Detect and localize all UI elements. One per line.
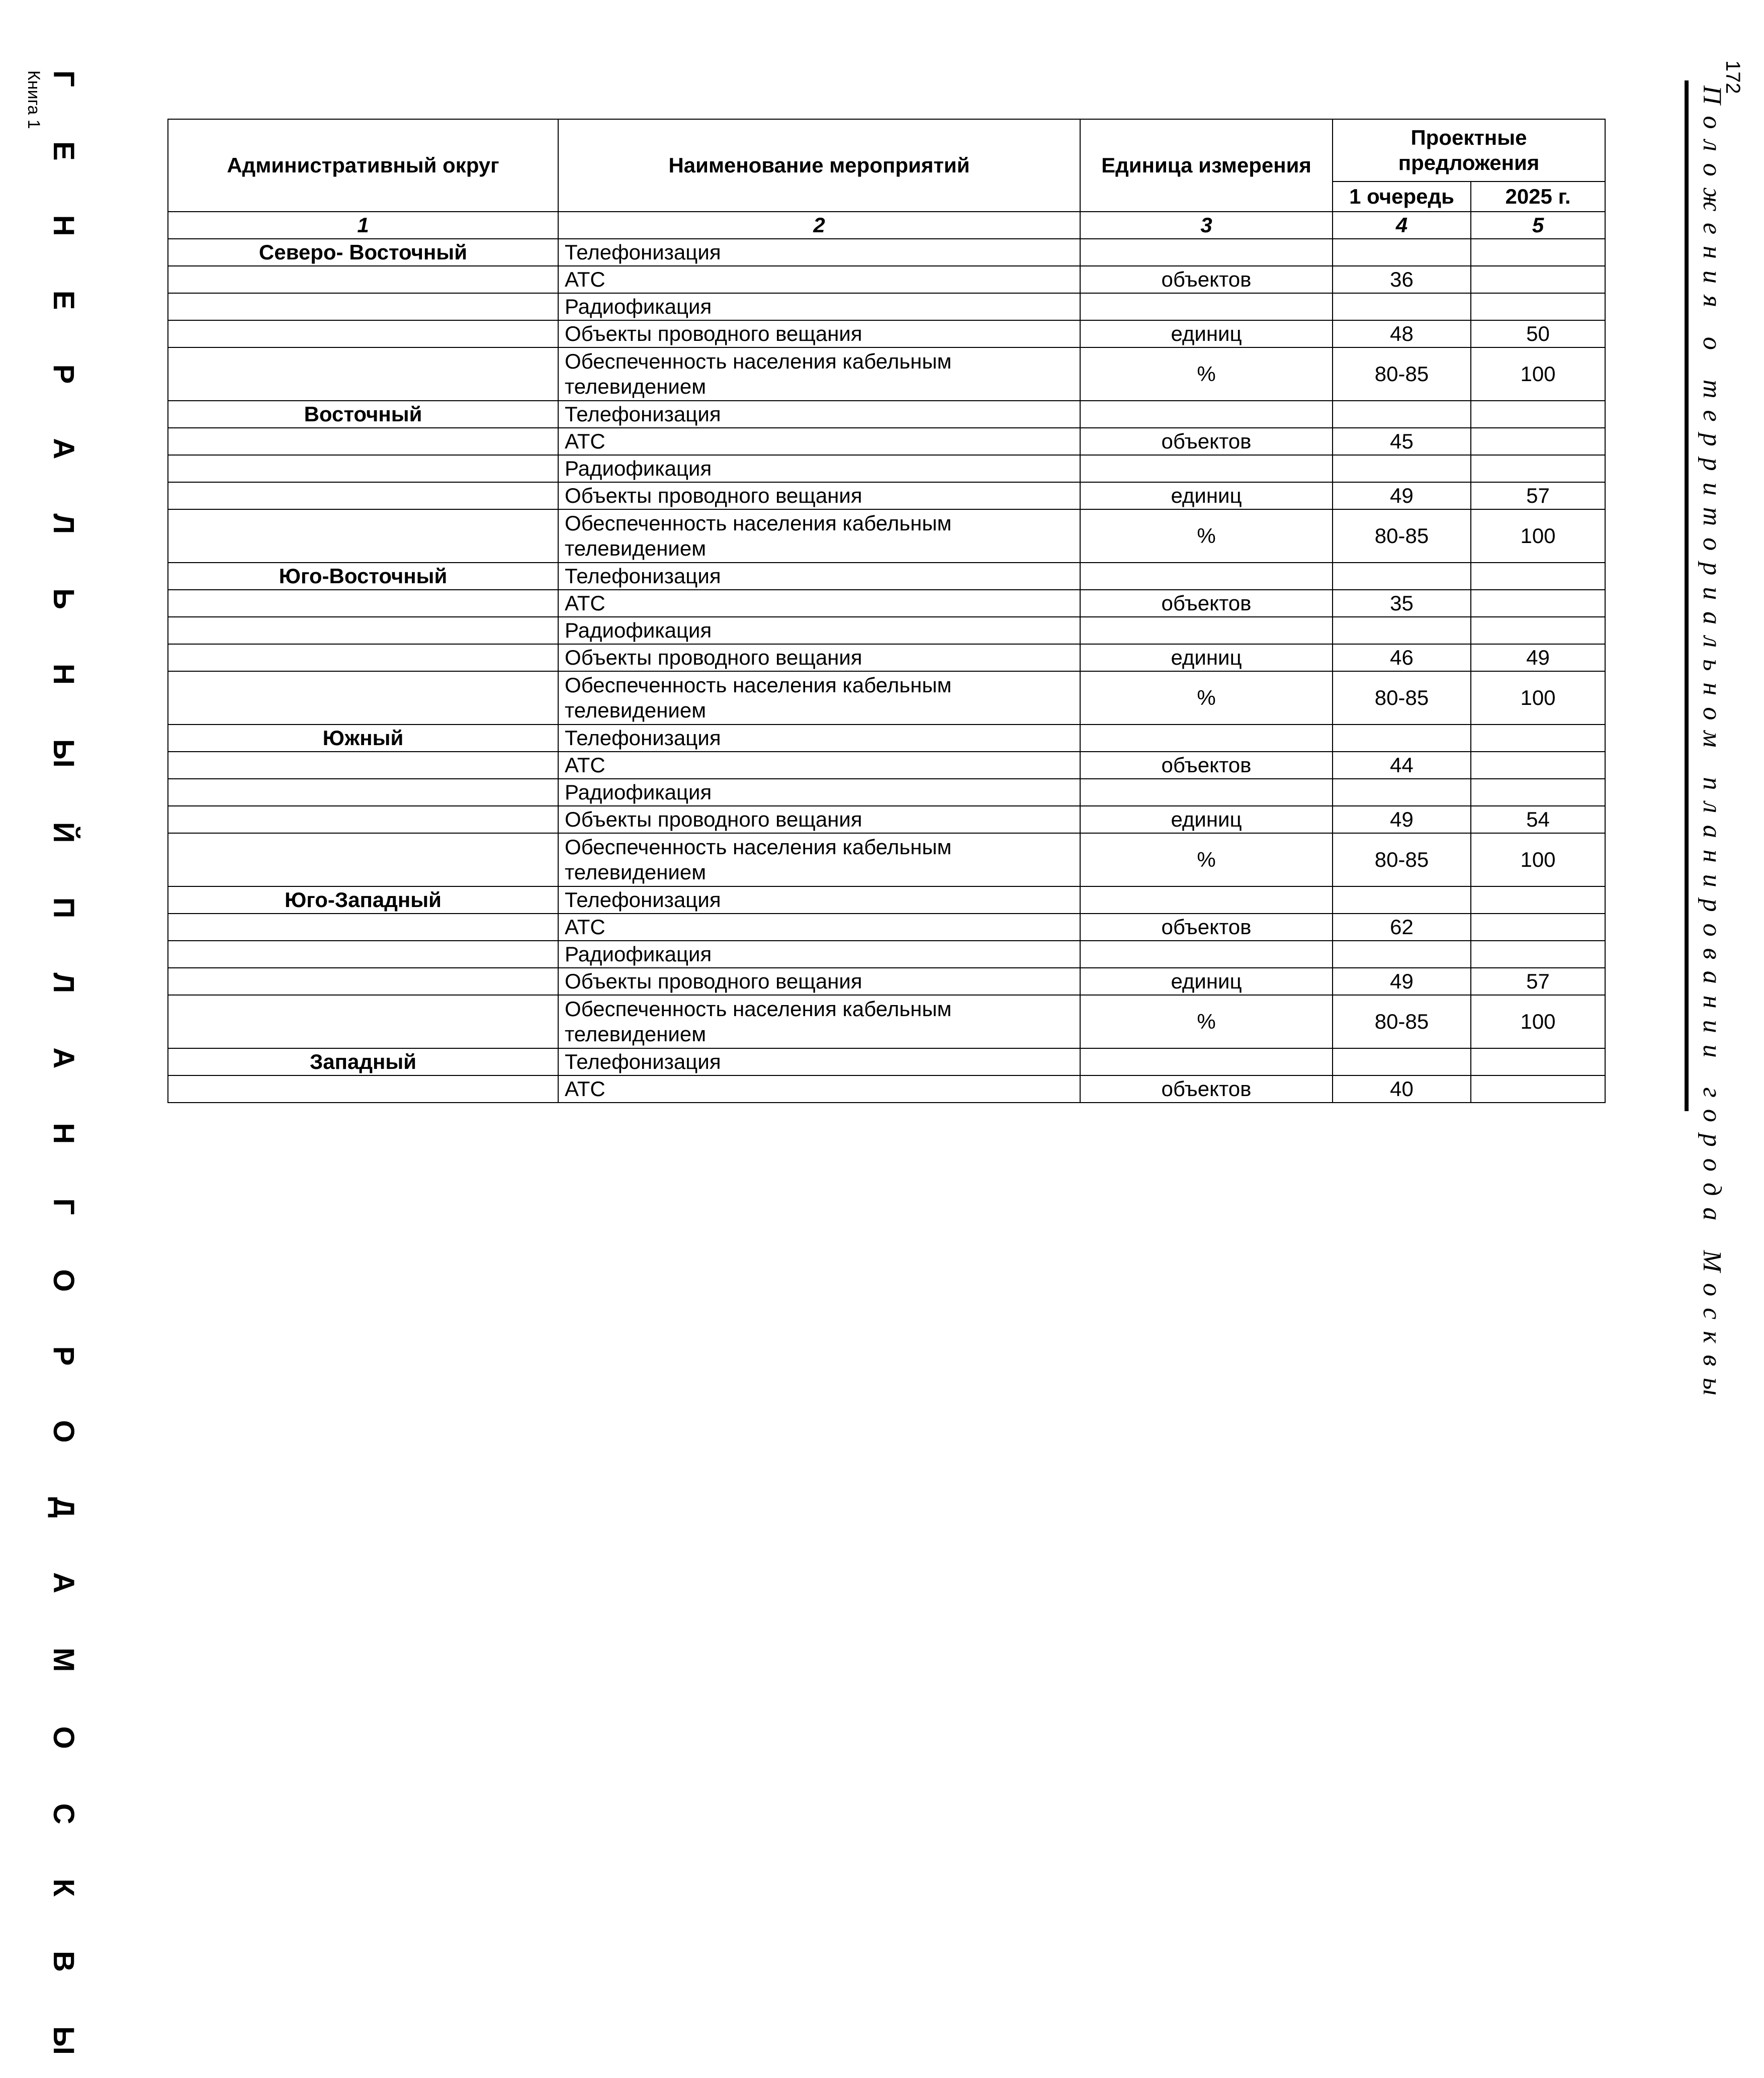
year-2025-cell: 100 (1471, 509, 1605, 563)
first-stage-cell (1333, 563, 1471, 590)
first-stage-cell: 80-85 (1333, 509, 1471, 563)
column-number: 4 (1333, 212, 1471, 239)
unit-cell: % (1080, 833, 1333, 886)
district-cell (168, 590, 558, 617)
unit-cell: единиц (1080, 806, 1333, 833)
activity-name-cell: Объекты проводного вещания (558, 482, 1080, 509)
table-row (168, 914, 1605, 941)
district-cell (168, 1075, 558, 1103)
first-stage-cell: 46 (1333, 644, 1471, 671)
unit-cell (1080, 886, 1333, 914)
year-2025-cell (1471, 617, 1605, 644)
activity-name-cell: АТС (558, 266, 1080, 293)
table-row (168, 941, 1605, 968)
first-stage-cell (1333, 886, 1471, 914)
unit-cell: % (1080, 671, 1333, 725)
district-cell: Юго-Восточный (168, 563, 558, 590)
left-margin (20, 70, 85, 2078)
section-name-cell: Телефонизация (558, 725, 1080, 752)
header-activity: Наименование мероприятий (558, 119, 1080, 212)
year-2025-cell (1471, 590, 1605, 617)
first-stage-cell (1333, 617, 1471, 644)
year-2025-cell (1471, 428, 1605, 455)
first-stage-cell: 45 (1333, 428, 1471, 455)
activity-name-cell: Обеспеченность населения кабельным телевидением (558, 347, 1080, 401)
unit-cell: % (1080, 995, 1333, 1048)
unit-cell (1080, 779, 1333, 806)
table-row (168, 644, 1605, 671)
table-row (168, 293, 1605, 320)
table-row (168, 725, 1605, 752)
year-2025-cell (1471, 455, 1605, 482)
table-row (168, 752, 1605, 779)
first-stage-cell: 62 (1333, 914, 1471, 941)
unit-cell (1080, 239, 1333, 266)
year-2025-cell (1471, 239, 1605, 266)
table-row (168, 563, 1605, 590)
year-2025-cell (1471, 914, 1605, 941)
district-cell (168, 968, 558, 995)
unit-cell: объектов (1080, 914, 1333, 941)
district-cell (168, 347, 558, 401)
unit-cell: объектов (1080, 266, 1333, 293)
district-cell (168, 266, 558, 293)
first-stage-cell (1333, 941, 1471, 968)
first-stage-cell: 49 (1333, 968, 1471, 995)
activity-name-cell: Объекты проводного вещания (558, 644, 1080, 671)
district-cell: Северо- Восточный (168, 239, 558, 266)
district-cell: Южный (168, 725, 558, 752)
right-margin (1680, 50, 1750, 1407)
year-2025-cell: 49 (1471, 644, 1605, 671)
first-stage-cell (1333, 779, 1471, 806)
first-stage-cell: 48 (1333, 320, 1471, 347)
district-cell (168, 617, 558, 644)
table-row (168, 590, 1605, 617)
first-stage-cell: 80-85 (1333, 671, 1471, 725)
column-number: 2 (558, 212, 1080, 239)
unit-cell: объектов (1080, 1075, 1333, 1103)
table-row (168, 833, 1605, 886)
table-row (168, 806, 1605, 833)
unit-cell (1080, 401, 1333, 428)
activity-name-cell: АТС (558, 914, 1080, 941)
year-2025-cell: 50 (1471, 320, 1605, 347)
district-cell (168, 779, 558, 806)
year-2025-cell (1471, 401, 1605, 428)
header-proposals: Проектные предложения (1333, 119, 1605, 182)
section-name-cell: Радиофикация (558, 293, 1080, 320)
activity-name-cell: Обеспеченность населения кабельным телевидением (558, 995, 1080, 1048)
column-number: 5 (1471, 212, 1605, 239)
district-cell (168, 320, 558, 347)
first-stage-cell: 44 (1333, 752, 1471, 779)
table-row (168, 671, 1605, 725)
district-cell (168, 995, 558, 1048)
table-row (168, 995, 1605, 1048)
activity-name-cell: АТС (558, 590, 1080, 617)
district-cell (168, 428, 558, 455)
unit-cell: % (1080, 347, 1333, 401)
table-row (168, 320, 1605, 347)
year-2025-cell (1471, 941, 1605, 968)
activity-name-cell: АТС (558, 1075, 1080, 1103)
activity-name-cell: Объекты проводного вещания (558, 968, 1080, 995)
first-stage-cell: 40 (1333, 1075, 1471, 1103)
table-row (168, 266, 1605, 293)
table-row (168, 239, 1605, 266)
year-2025-cell (1471, 752, 1605, 779)
first-stage-cell: 49 (1333, 806, 1471, 833)
table-row (168, 617, 1605, 644)
unit-cell (1080, 941, 1333, 968)
first-stage-cell: 36 (1333, 266, 1471, 293)
year-2025-cell: 100 (1471, 833, 1605, 886)
unit-cell (1080, 1048, 1333, 1075)
district-cell: Юго-Западный (168, 886, 558, 914)
district-cell: Западный (168, 1048, 558, 1075)
table-row (168, 779, 1605, 806)
district-cell (168, 644, 558, 671)
year-2025-cell (1471, 779, 1605, 806)
document-title: Положения о территориальном планировании города Москвы (1698, 85, 1726, 1407)
activity-name-cell: Обеспеченность населения кабельным телевидением (558, 833, 1080, 886)
activity-name-cell: Объекты проводного вещания (558, 806, 1080, 833)
unit-cell (1080, 455, 1333, 482)
activity-name-cell: Обеспеченность населения кабельным телевидением (558, 509, 1080, 563)
unit-cell: объектов (1080, 428, 1333, 455)
measures-table (167, 119, 1606, 1103)
year-2025-cell (1471, 1048, 1605, 1075)
table-row (168, 509, 1605, 563)
table-row (168, 886, 1605, 914)
first-stage-cell (1333, 239, 1471, 266)
table-row (168, 428, 1605, 455)
column-number: 1 (168, 212, 558, 239)
year-2025-cell (1471, 886, 1605, 914)
section-name-cell: Радиофикация (558, 941, 1080, 968)
first-stage-cell (1333, 293, 1471, 320)
activity-name-cell: Объекты проводного вещания (558, 320, 1080, 347)
unit-cell: % (1080, 509, 1333, 563)
first-stage-cell: 80-85 (1333, 833, 1471, 886)
district-cell (168, 752, 558, 779)
section-name-cell: Телефонизация (558, 401, 1080, 428)
district-cell (168, 671, 558, 725)
section-name-cell: Телефонизация (558, 886, 1080, 914)
section-name-cell: Радиофикация (558, 617, 1080, 644)
year-2025-cell: 100 (1471, 671, 1605, 725)
unit-cell (1080, 293, 1333, 320)
header-2025: 2025 г. (1471, 182, 1605, 212)
district-cell (168, 806, 558, 833)
activity-name-cell: АТС (558, 428, 1080, 455)
section-name-cell: Телефонизация (558, 1048, 1080, 1075)
section-name-cell: Радиофикация (558, 779, 1080, 806)
district-cell: Восточный (168, 401, 558, 428)
year-2025-cell (1471, 1075, 1605, 1103)
margin-rule (1685, 80, 1689, 1111)
document-series-title: Г Е Н Е Р А Л Ь Н Ы Й П Л А Н Г О Р О Д А М О С К В Ы (47, 70, 80, 2078)
unit-cell (1080, 725, 1333, 752)
district-cell (168, 833, 558, 886)
activity-name-cell: АТС (558, 752, 1080, 779)
unit-cell: единиц (1080, 968, 1333, 995)
district-cell (168, 293, 558, 320)
year-2025-cell (1471, 725, 1605, 752)
first-stage-cell: 35 (1333, 590, 1471, 617)
district-cell (168, 509, 558, 563)
year-2025-cell: 100 (1471, 347, 1605, 401)
header-unit: Единица измерения (1080, 119, 1333, 212)
page-number: 172 (1722, 60, 1744, 94)
year-2025-cell (1471, 266, 1605, 293)
year-2025-cell: 57 (1471, 968, 1605, 995)
first-stage-cell (1333, 455, 1471, 482)
first-stage-cell: 49 (1333, 482, 1471, 509)
unit-cell: единиц (1080, 320, 1333, 347)
table-row (168, 455, 1605, 482)
header-first-stage: 1 очередь (1333, 182, 1471, 212)
unit-cell: единиц (1080, 644, 1333, 671)
table-row (168, 347, 1605, 401)
section-name-cell: Телефонизация (558, 239, 1080, 266)
first-stage-cell: 80-85 (1333, 347, 1471, 401)
year-2025-cell (1471, 293, 1605, 320)
table-row (168, 401, 1605, 428)
unit-cell (1080, 617, 1333, 644)
unit-cell: объектов (1080, 752, 1333, 779)
district-cell (168, 482, 558, 509)
district-cell (168, 914, 558, 941)
first-stage-cell (1333, 1048, 1471, 1075)
section-name-cell: Телефонизация (558, 563, 1080, 590)
header-district: Административный округ (168, 119, 558, 212)
year-2025-cell: 54 (1471, 806, 1605, 833)
column-number: 3 (1080, 212, 1333, 239)
first-stage-cell (1333, 401, 1471, 428)
table-row (168, 1075, 1605, 1103)
first-stage-cell (1333, 725, 1471, 752)
table-body (168, 239, 1605, 1103)
unit-cell: объектов (1080, 590, 1333, 617)
year-2025-cell: 100 (1471, 995, 1605, 1048)
district-cell (168, 455, 558, 482)
table-row (168, 968, 1605, 995)
section-name-cell: Радиофикация (558, 455, 1080, 482)
district-cell (168, 941, 558, 968)
table-row (168, 1048, 1605, 1075)
year-2025-cell (1471, 563, 1605, 590)
unit-cell (1080, 563, 1333, 590)
year-2025-cell: 57 (1471, 482, 1605, 509)
activity-name-cell: Обеспеченность населения кабельным телевидением (558, 671, 1080, 725)
first-stage-cell: 80-85 (1333, 995, 1471, 1048)
table-row (168, 482, 1605, 509)
unit-cell: единиц (1080, 482, 1333, 509)
book-label: Книга 1 (24, 70, 43, 129)
